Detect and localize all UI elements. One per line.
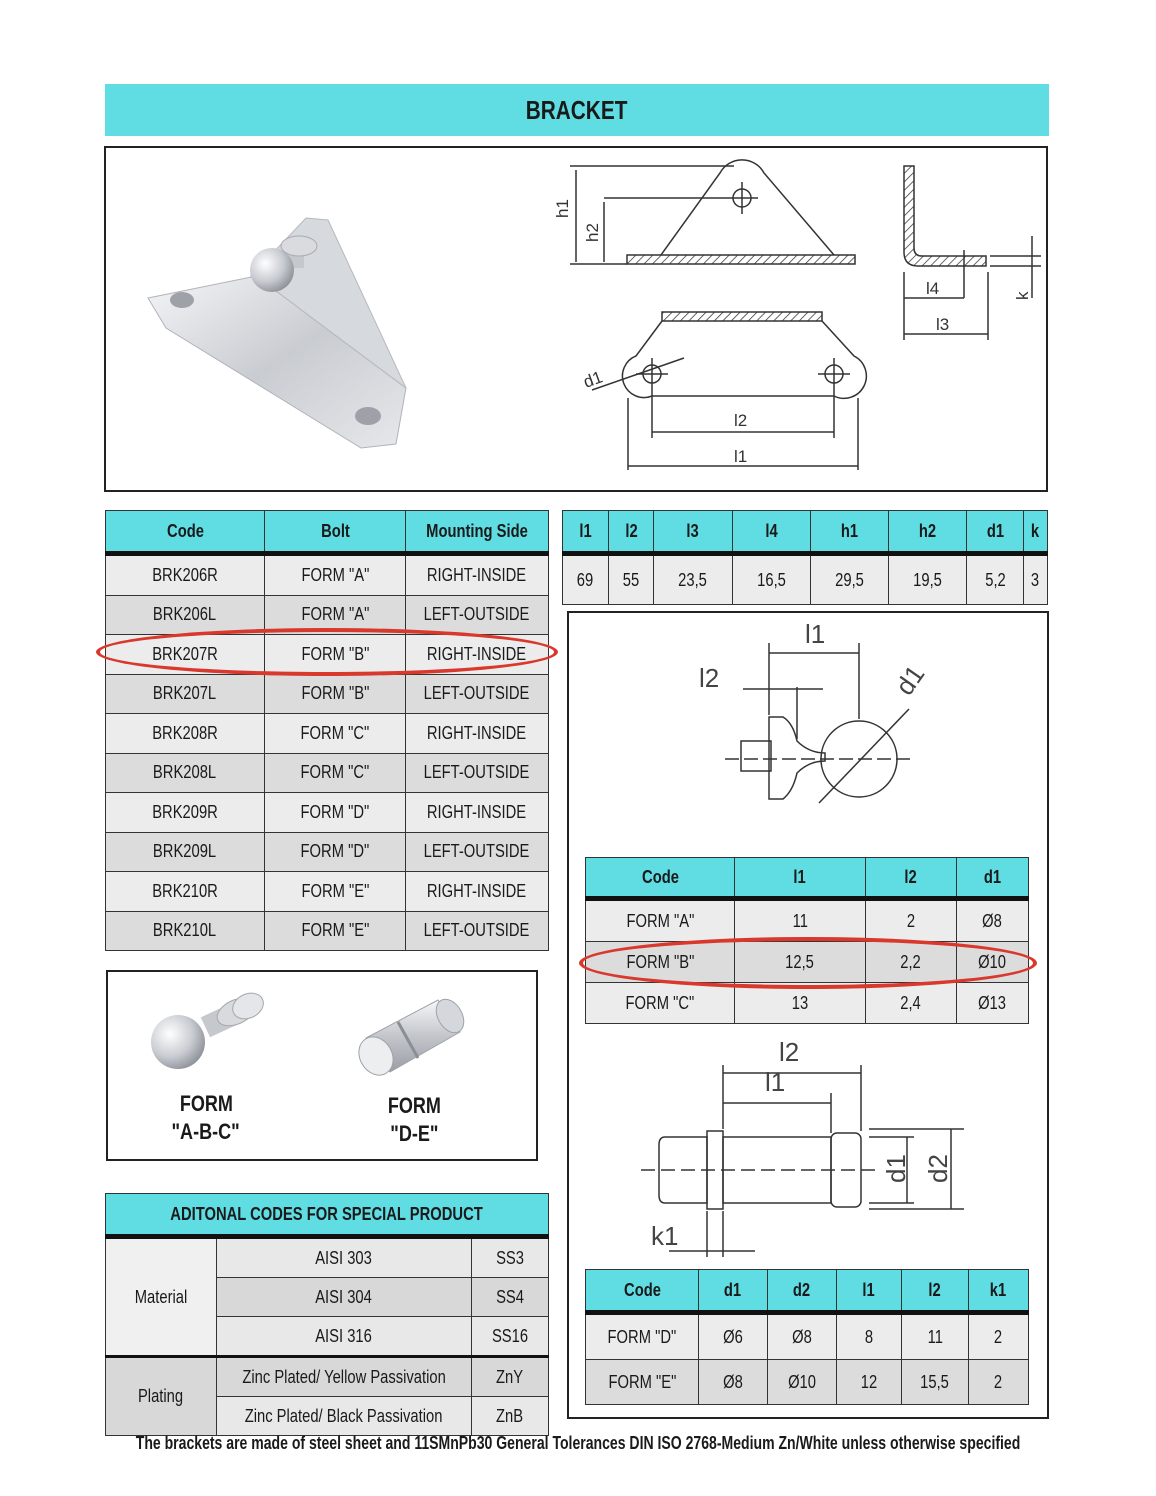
pin-label-k1: k1 bbox=[651, 1221, 679, 1251]
pin-label-l2: l2 bbox=[779, 1037, 800, 1067]
label-l3: l3 bbox=[936, 315, 950, 334]
pin-drawing bbox=[569, 1033, 1047, 1263]
table-row: BRK206R FORM "A" RIGHT-INSIDE bbox=[106, 554, 549, 596]
table-row: AISI 316 SS16 bbox=[106, 1317, 549, 1357]
label-l4: l4 bbox=[926, 279, 940, 298]
side-view-drawing bbox=[904, 166, 1041, 340]
page-title: BRACKET bbox=[526, 94, 628, 125]
table-row: BRK210L FORM "E" LEFT-OUTSIDE bbox=[106, 911, 549, 951]
front-view-drawing bbox=[570, 160, 855, 264]
ball-stud-drawing bbox=[569, 613, 1047, 853]
label-l2: l2 bbox=[734, 411, 748, 430]
pin-label-d2: d2 bbox=[923, 1154, 953, 1183]
pin-label-d1: d1 bbox=[881, 1154, 911, 1183]
footer-note: The brackets are made of steel sheet and 11SMnPb30 General Tolerances DIN ISO 2768-Medium Zn/White unless otherwise specified bbox=[135, 1433, 1021, 1453]
code-table-header: Code Bolt Mounting Side bbox=[106, 511, 549, 554]
top-figure-frame bbox=[104, 146, 1048, 492]
form-de-table-header: Code d1 d2 l1 l2 k1 bbox=[586, 1270, 1029, 1313]
table-row: FORM "A" 11 2 Ø8 bbox=[586, 899, 1029, 942]
table-row: 69 55 23,5 16,5 29,5 19,5 5,2 3 bbox=[563, 554, 1048, 605]
highlight-ellipse-form-b bbox=[579, 937, 1037, 989]
dimension-table-header: l1 l2 l3 l4 h1 h2 d1 k bbox=[563, 511, 1048, 554]
ball-label-d1: d1 bbox=[889, 659, 931, 701]
label-h2: h2 bbox=[583, 223, 602, 242]
bracket-drawings bbox=[106, 148, 1046, 490]
ball-label-l1: l1 bbox=[805, 619, 826, 649]
table-row: Zinc Plated/ Black Passivation ZnB bbox=[106, 1397, 549, 1436]
form-abc-table-header: Code l1 l2 d1 bbox=[586, 858, 1029, 899]
table-row: AISI 304 SS4 bbox=[106, 1278, 549, 1317]
form-abc-label: FORM "A-B-C" bbox=[171, 1091, 241, 1144]
table-row: BRK210R FORM "E" RIGHT-INSIDE bbox=[106, 872, 549, 912]
forms-illustration-frame bbox=[106, 970, 538, 1161]
table-row: Material AISI 303 SS3 bbox=[106, 1237, 549, 1278]
table-row: FORM "C" 13 2,4 Ø13 bbox=[586, 983, 1029, 1024]
label-h1: h1 bbox=[553, 199, 572, 218]
dimension-table bbox=[562, 510, 1048, 605]
label-l1: l1 bbox=[734, 447, 748, 466]
highlight-ellipse-brk207r bbox=[96, 628, 558, 676]
title-bar bbox=[105, 84, 1049, 136]
code-table bbox=[105, 510, 549, 951]
ball-label-l2: l2 bbox=[699, 663, 720, 693]
bracket-render bbox=[148, 218, 406, 448]
special-codes-table bbox=[105, 1193, 549, 1436]
form-de-label: FORM "D-E" bbox=[387, 1093, 441, 1146]
table-row: BRK206L FORM "A" LEFT-OUTSIDE bbox=[106, 595, 549, 635]
table-row: BRK208R FORM "C" RIGHT-INSIDE bbox=[106, 714, 549, 754]
table-row: FORM "D" Ø6 Ø8 8 11 2 bbox=[586, 1313, 1029, 1360]
plating-group-label: Plating bbox=[106, 1357, 217, 1436]
form-de-table bbox=[585, 1269, 1029, 1405]
table-row: BRK207R FORM "B" RIGHT-INSIDE bbox=[106, 635, 549, 675]
ball-stud-render bbox=[151, 988, 268, 1069]
material-group-label: Material bbox=[106, 1237, 217, 1357]
top-view-drawing bbox=[592, 312, 866, 470]
table-row: FORM "E" Ø8 Ø10 12 15,5 2 bbox=[586, 1360, 1029, 1405]
table-row: BRK207L FORM "B" LEFT-OUTSIDE bbox=[106, 674, 549, 714]
table-row: BRK209R FORM "D" RIGHT-INSIDE bbox=[106, 793, 549, 833]
table-row: FORM "B" 12,5 2,2 Ø10 bbox=[586, 942, 1029, 983]
label-k: k bbox=[1013, 291, 1032, 300]
table-row: BRK209L FORM "D" LEFT-OUTSIDE bbox=[106, 832, 549, 872]
label-d1: d1 bbox=[580, 367, 606, 392]
table-row: BRK208L FORM "C" LEFT-OUTSIDE bbox=[106, 753, 549, 793]
special-codes-header: ADITONAL CODES FOR SPECIAL PRODUCT bbox=[106, 1194, 549, 1237]
pin-label-l1: l1 bbox=[765, 1067, 786, 1097]
pin-render bbox=[352, 994, 469, 1081]
table-row: Plating Zinc Plated/ Yellow Passivation ZnY bbox=[106, 1357, 549, 1397]
